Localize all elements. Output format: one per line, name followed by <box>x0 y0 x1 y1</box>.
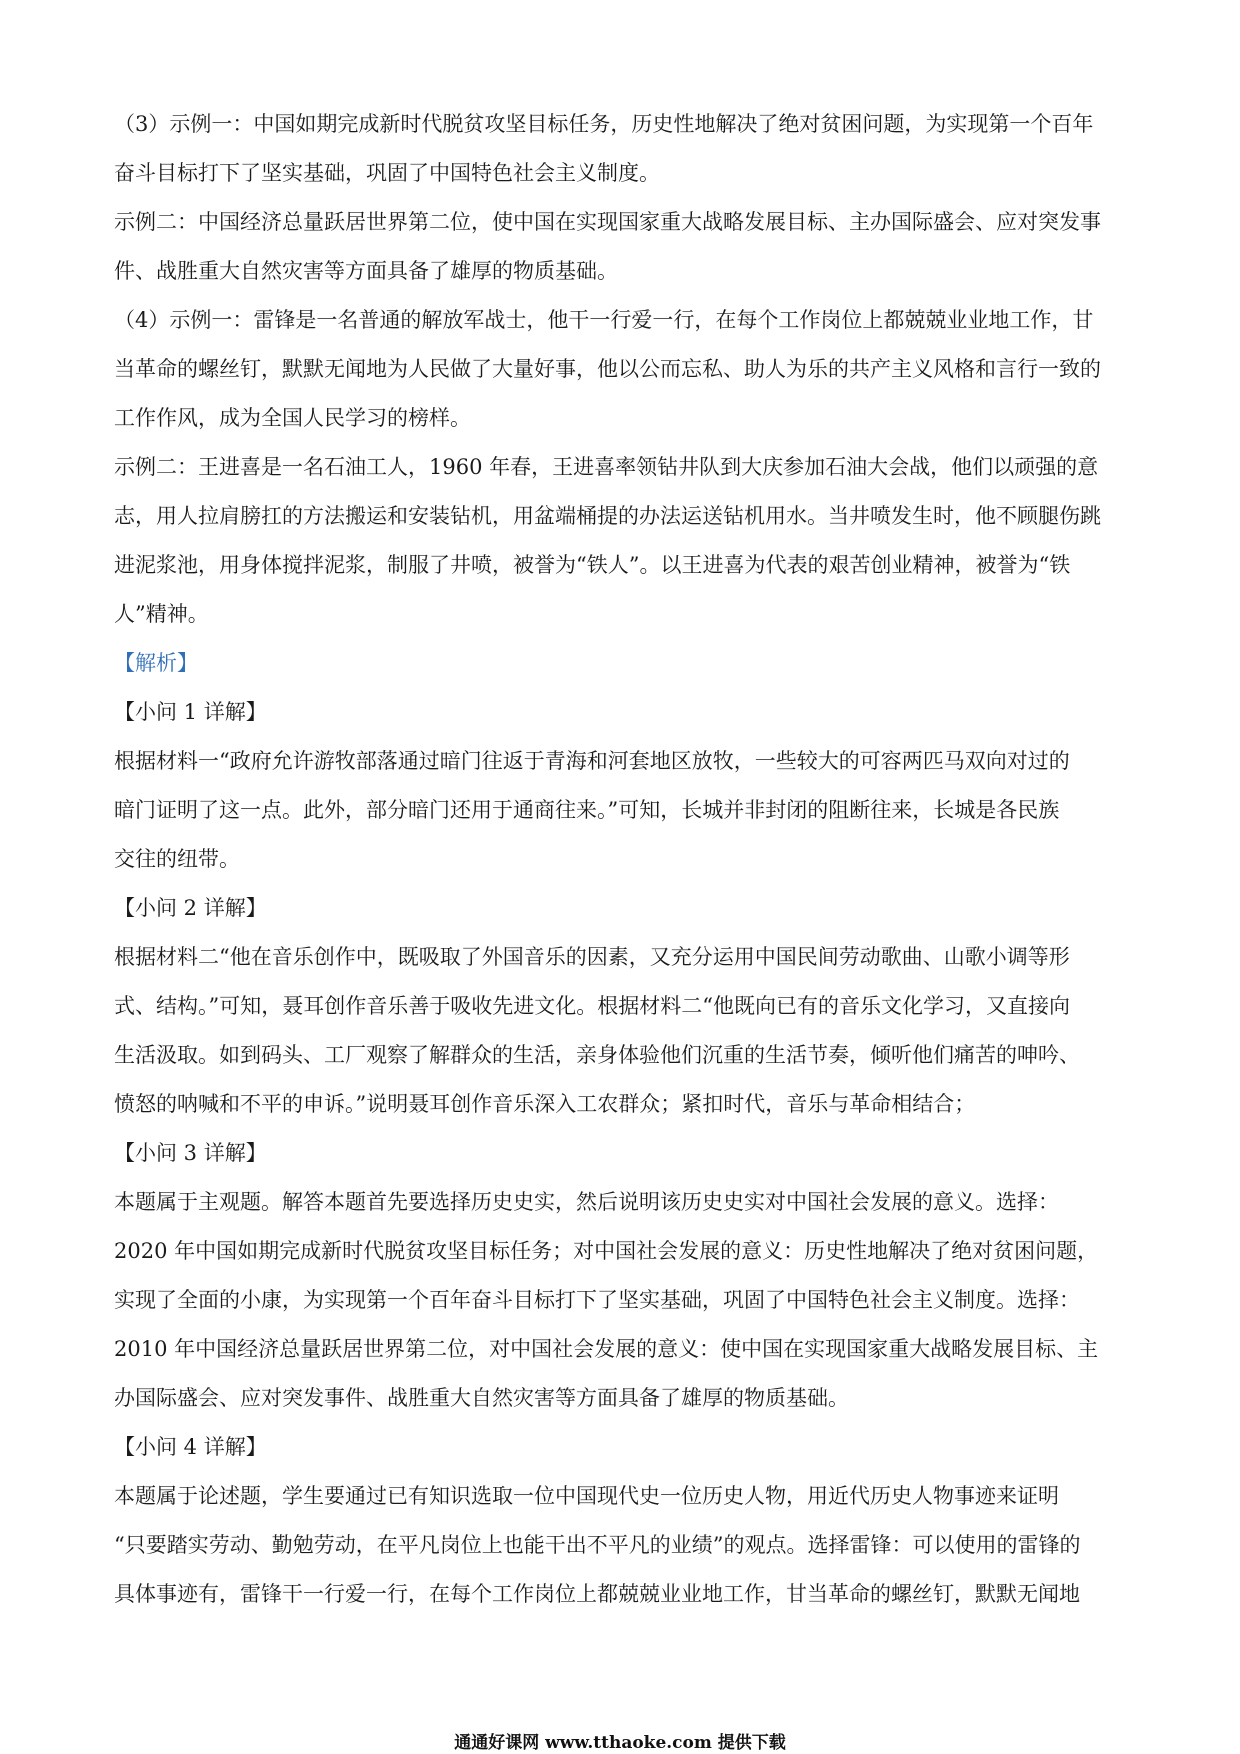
text-line: 生活汲取。如到码头、工厂观察了解群众的生活，亲身体验他们沉重的生活节奏，倾听他们痛苦的呻吟、 <box>114 1043 1080 1067</box>
text-line: 进泥浆池，用身体搅拌泥浆，制服了井喷，被誉为“铁人”。以王进喜为代表的艰苦创业精神，被誉为“铁 <box>114 553 1071 577</box>
text-line: 2010 年中国经济总量跃居世界第二位，对中国社会发展的意义：使中国在实现国家重大战略发展目标、主 <box>114 1337 1099 1361</box>
text-line: 交往的纽带。 <box>114 847 240 871</box>
text-line: 办国际盛会、应对突发事件、战胜重大自然灾害等方面具备了雄厚的物质基础。 <box>114 1386 849 1410</box>
text-line: 示例二：中国经济总量跃居世界第二位，使中国在实现国家重大战略发展目标、主办国际盛会、应对突发事 <box>114 210 1101 234</box>
text-line: 实现了全面的小康，为实现第一个百年奋斗目标打下了坚实基础，巩固了中国特色社会主义制度。选择： <box>114 1288 1080 1312</box>
text-line: 工作作风，成为全国人民学习的榜样。 <box>114 406 471 430</box>
text-line: 件、战胜重大自然灾害等方面具备了雄厚的物质基础。 <box>114 259 618 283</box>
text-line: 愤怒的呐喊和不平的申诉。”说明聂耳创作音乐深入工农群众；紧扣时代，音乐与革命相结合； <box>114 1092 976 1116</box>
text-line: 具体事迹有，雷锋干一行爱一行，在每个工作岗位上都兢兢业业地工作，甘当革命的螺丝钉，默默无闻地 <box>114 1582 1080 1606</box>
sub-question-1-heading: 【小问 1 详解】 <box>114 700 267 724</box>
text-line: 示例二：王进喜是一名石油工人，1960 年春，王进喜率领钻井队到大庆参加石油大会战，他们以顽强的意 <box>114 455 1099 479</box>
text-line: 志，用人拉肩膀扛的方法搬运和安装钻机，用盆端桶提的办法运送钻机用水。当井喷发生时，他不顾腿伤跳 <box>114 504 1101 528</box>
text-line: “只要踏实劳动、勤勉劳动，在平凡岗位上也能干出不平凡的业绩”的观点。选择雷锋：可以使用的雷锋的 <box>114 1533 1081 1557</box>
text-line: 本题属于主观题。解答本题首先要选择历史史实，然后说明该历史史实对中国社会发展的意义。选择： <box>114 1190 1059 1214</box>
text-line: （4）示例一：雷锋是一名普通的解放军战士，他干一行爱一行，在每个工作岗位上都兢兢业业地工作，甘 <box>114 308 1094 332</box>
text-line: （3）示例一：中国如期完成新时代脱贫攻坚目标任务，历史性地解决了绝对贫困问题，为实现第一个百年 <box>114 112 1094 136</box>
text-line: 根据材料一“政府允许游牧部落通过暗门往返于青海和河套地区放牧，一些较大的可容两匹马双向对过的 <box>114 749 1070 773</box>
text-line: 式、结构。”可知，聂耳创作音乐善于吸收先进文化。根据材料二“他既向已有的音乐文化学习，又直接向 <box>114 994 1070 1018</box>
jiexi-heading: 【解析】 <box>114 651 198 675</box>
text-line: 暗门证明了这一点。此外，部分暗门还用于通商往来。”可知，长城并非封闭的阻断往来，长城是各民族 <box>114 798 1060 822</box>
sub-question-4-heading: 【小问 4 详解】 <box>114 1435 267 1459</box>
page-footer: 通通好课网 www.tthaoke.com 提供下载 <box>454 1733 786 1753</box>
text-line: 当革命的螺丝钉，默默无闻地为人民做了大量好事，他以公而忘私、助人为乐的共产主义风格和言行一致的 <box>114 357 1101 381</box>
sub-question-3-heading: 【小问 3 详解】 <box>114 1141 267 1165</box>
document-body <box>114 100 1130 1619</box>
text-line: 根据材料二“他在音乐创作中，既吸取了外国音乐的因素，又充分运用中国民间劳动歌曲、山歌小调等形 <box>114 945 1070 969</box>
sub-question-2-heading: 【小问 2 详解】 <box>114 896 267 920</box>
text-line: 2020 年中国如期完成新时代脱贫攻坚目标任务；对中国社会发展的意义：历史性地解决了绝对贫困问题， <box>114 1239 1099 1263</box>
text-line: 人”精神。 <box>114 602 209 626</box>
text-line: 奋斗目标打下了坚实基础，巩固了中国特色社会主义制度。 <box>114 161 660 185</box>
text-line: 本题属于论述题，学生要通过已有知识选取一位中国现代史一位历史人物，用近代历史人物事迹来证明 <box>114 1484 1059 1508</box>
